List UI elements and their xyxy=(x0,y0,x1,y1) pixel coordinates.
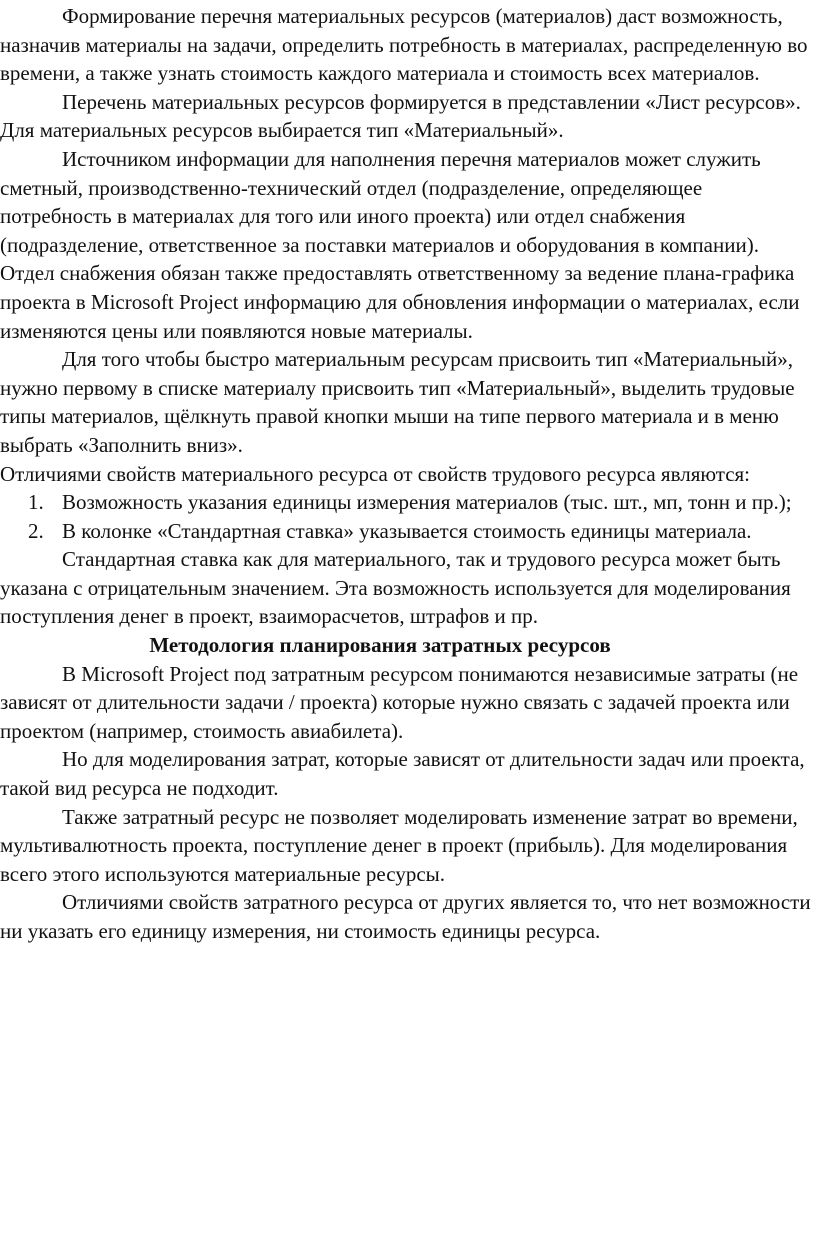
paragraph-resource-sheet: Перечень материальных ресурсов формируется в представлении «Лист ресурсов». Для материальных ресурсов выбирается тип «Материальный». xyxy=(0,89,801,143)
paragraph-standard-rate: Стандартная ставка как для материального, так и трудового ресурса может быть указана с отрицательным значением. Эта возможность используется для моделирования поступления денег в проект, взаиморасчетов, штрафов и пр. xyxy=(0,547,791,629)
paragraph-fill-down: Для того чтобы быстро материальным ресурсам присвоить тип «Материальный», нужно первому в списке материалу присвоить тип «Материальный», выделить трудовые типы материалов, щёлкнуть правой кнопки мыши на типе первого материала и в меню выбрать «Заполнить вниз». xyxy=(0,347,795,457)
paragraph-material-list-purpose: Формирование перечня материальных ресурсов (материалов) даст возможность, назначив материалы на задачи, определить потребность в материалах, распределенную во времени, а также узнать стоимость каждого материала и стоимость всех материалов. xyxy=(0,4,808,86)
paragraph-cost-resource-differences: Отличиями свойств затратного ресурса от других является то, что нет возможности ни указать его единицу измерения, ни стоимость единицы ресурса. xyxy=(0,890,811,943)
paragraph-cost-resource-modeling: Также затратный ресурс не позволяет моделировать изменение затрат во времени, мультивалютность проекта, поступление денег в проект (прибыль). Для моделирования всего этого используются материальные ресурсы. xyxy=(0,804,798,886)
section-heading: Методология планирования затратных ресурсов xyxy=(149,633,611,658)
list-item-text: В колонке «Стандартная ставка» указывается стоимость единицы материала. xyxy=(62,518,752,543)
list-item xyxy=(0,488,812,517)
list-item-number: 1. xyxy=(28,490,44,515)
paragraph-information-source: Источником информации для наполнения перечня материалов может служить сметный, производственно-технический отдел (подразделение, определяющее потребность в материалах для того или иного проекта) или отдел снабжения (подразделение, ответственное за поставки материалов и оборудования в компании). Отдел снабжения обязан также предоставлять ответственному за ведение плана-графика проекта в Microsoft Project информацию для обновления информации о материалах, если изменяются цены или появляются новые материалы. xyxy=(0,146,800,343)
paragraph-cost-resource-definition: В Microsoft Project под затратным ресурсом понимаются независимые затраты (не зависят от длительности задачи / проекта) которые нужно связать с задачей проекта или проектом (например, стоимость авиабилета). xyxy=(0,661,799,743)
list-intro: Отличиями свойств материального ресурса от свойств трудового ресурса являются: xyxy=(0,461,751,486)
list-item xyxy=(0,517,812,546)
paragraph-cost-resource-limitation: Но для моделирования затрат, которые зависят от длительности задач или проекта, такой вид ресурса не подходит. xyxy=(0,747,805,801)
list-item-number: 2. xyxy=(28,518,44,543)
differences-list xyxy=(0,488,812,545)
list-item-text: Возможность указания единицы измерения материалов (тыс. шт., мп, тонн и пр.); xyxy=(62,490,792,515)
